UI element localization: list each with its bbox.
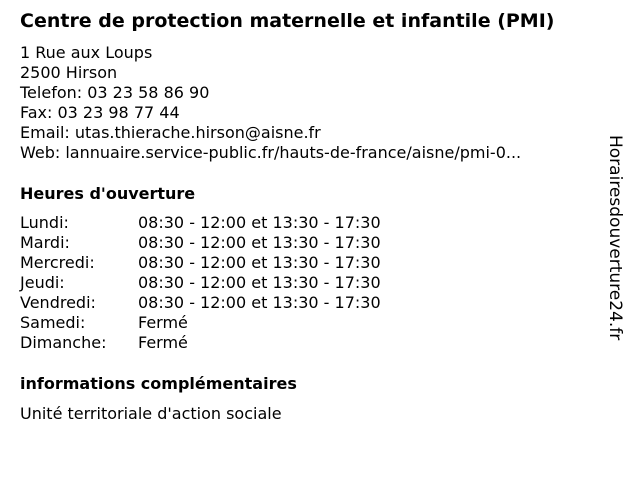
hours-value: Fermé (138, 333, 188, 352)
hours-value: 08:30 - 12:00 et 13:30 - 17:30 (138, 293, 381, 312)
opening-hours-heading: Heures d'ouverture (20, 184, 196, 203)
hours-value: 08:30 - 12:00 et 13:30 - 17:30 (138, 213, 381, 232)
hours-value: 08:30 - 12:00 et 13:30 - 17:30 (138, 273, 381, 292)
hours-row-tuesday (20, 233, 381, 253)
day-label: Jeudi: (20, 273, 65, 292)
site-watermark (597, 135, 637, 375)
phone-number[interactable]: Telefon: 03 23 58 86 90 (20, 83, 210, 102)
additional-info-heading: informations complémentaires (20, 374, 297, 393)
hours-row-wednesday (20, 253, 381, 273)
hours-value: Fermé (138, 313, 188, 332)
day-label: Mercredi: (20, 253, 95, 272)
page-title: Centre de protection maternelle et infantile (PMI) (20, 10, 555, 32)
address-street: 1 Rue aux Loups (20, 43, 153, 62)
day-label: Mardi: (20, 233, 70, 252)
day-label: Lundi: (20, 213, 69, 232)
hours-row-sunday (20, 333, 381, 353)
hours-row-thursday (20, 273, 381, 293)
hours-row-saturday (20, 313, 381, 333)
day-label: Vendredi: (20, 293, 96, 312)
fax-number: Fax: 03 23 98 77 44 (20, 103, 180, 122)
contact-block (20, 43, 521, 163)
hours-row-friday (20, 293, 381, 313)
day-label: Samedi: (20, 313, 86, 332)
hours-row-monday (20, 213, 381, 233)
website-link[interactable]: Web: lannuaire.service-public.fr/hauts-de-france/aisne/pmi-0... (20, 143, 522, 162)
opening-hours-table (20, 213, 381, 353)
email-link[interactable]: Email: utas.thierache.hirson@aisne.fr (20, 123, 321, 142)
additional-info-text: Unité territoriale d'action sociale (20, 404, 282, 423)
day-label: Dimanche: (20, 333, 107, 352)
watermark-text: Horairesdouverture24.fr (605, 135, 625, 341)
hours-value: 08:30 - 12:00 et 13:30 - 17:30 (138, 233, 381, 252)
hours-value: 08:30 - 12:00 et 13:30 - 17:30 (138, 253, 381, 272)
address-city: 2500 Hirson (20, 63, 118, 82)
